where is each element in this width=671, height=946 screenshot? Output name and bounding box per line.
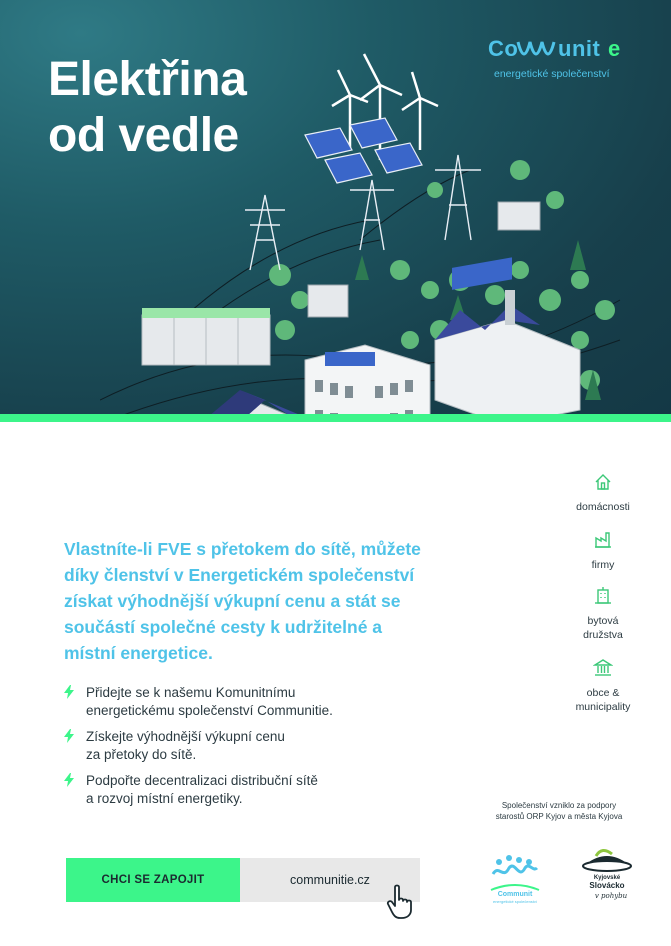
category-label-line-1: obce & — [586, 687, 620, 699]
kyjovske-slovacko-logo — [578, 848, 636, 913]
svg-text:e: e — [608, 36, 621, 61]
lead-paragraph: Vlastníte-li FVE s přetokem do sítě, můžete díky členství v Energetickém společenství získat výhodnější výkupní cenu a stát se součástí společné cesty k udržitelné a místní energetice. — [64, 539, 421, 663]
category-label-line-2: municipality — [575, 701, 631, 713]
logo-tagline: energetické společenství — [494, 68, 610, 80]
communitie-small-logo — [485, 850, 545, 915]
svg-text:Slovácko: Slovácko — [589, 881, 625, 890]
list-item-line-1: Podpořte decentralizaci distribuční sítě — [86, 773, 318, 788]
hand-pointer-icon — [386, 884, 418, 925]
hero-accent-stripe — [0, 414, 671, 422]
list-item — [64, 684, 394, 720]
list-item-line-1: Získejte výhodnější výkupní cenu — [86, 729, 285, 744]
town-hall-icon — [548, 658, 658, 683]
category-housing-cooperatives — [548, 586, 658, 642]
list-item-line-2: za přetoky do sítě. — [86, 747, 197, 762]
category-households — [548, 472, 658, 514]
list-item-line-2: energetickému společenství Communitie. — [86, 703, 333, 718]
list-item — [64, 728, 394, 764]
hero-banner — [0, 0, 671, 418]
category-label: domácnosti — [576, 501, 630, 513]
svg-text:v pohybu: v pohybu — [594, 892, 628, 900]
category-companies — [548, 530, 658, 572]
svg-text:Co: Co — [488, 36, 519, 61]
communitie-logo — [486, 36, 636, 88]
list-item — [64, 772, 394, 808]
factory-icon — [548, 530, 658, 555]
category-label-line-2: družstva — [583, 629, 623, 641]
support-note-line-1: Společenství vzniklo za podpory — [501, 801, 617, 810]
category-label: firmy — [591, 559, 615, 571]
call-to-action — [66, 858, 420, 902]
logo-wordmark-graphic — [486, 36, 636, 62]
list-item-line-1: Přidejte se k našemu Komunitnímu — [86, 685, 296, 700]
list-item-line-2: a rozvoj místní energetiky. — [86, 791, 243, 806]
benefit-list — [64, 684, 394, 816]
support-note-line-2: starostů ORP Kyjov a města Kyjova — [495, 812, 623, 821]
website-link[interactable]: communitie.cz — [240, 858, 420, 902]
join-button[interactable]: CHCI SE ZAPOJIT — [66, 858, 240, 902]
hero-title — [48, 52, 246, 164]
house-icon — [548, 472, 658, 497]
svg-text:Communit: Communit — [497, 891, 533, 898]
category-municipalities — [548, 658, 658, 714]
lightning-icon — [64, 772, 86, 808]
svg-text:unit: unit — [558, 36, 601, 61]
hero-title-line-2: od vedle — [48, 109, 239, 162]
svg-text:Kyjovské: Kyjovské — [593, 875, 621, 881]
logo-wordmark — [486, 36, 636, 68]
apartment-icon — [548, 586, 658, 611]
svg-text:energetické společenství: energetické společenství — [492, 899, 538, 904]
support-note — [490, 800, 628, 822]
hero-title-line-1: Elektřina — [48, 53, 247, 106]
lightning-icon — [64, 728, 86, 764]
lightning-icon — [64, 684, 86, 720]
category-label-line-1: bytová — [587, 615, 619, 627]
